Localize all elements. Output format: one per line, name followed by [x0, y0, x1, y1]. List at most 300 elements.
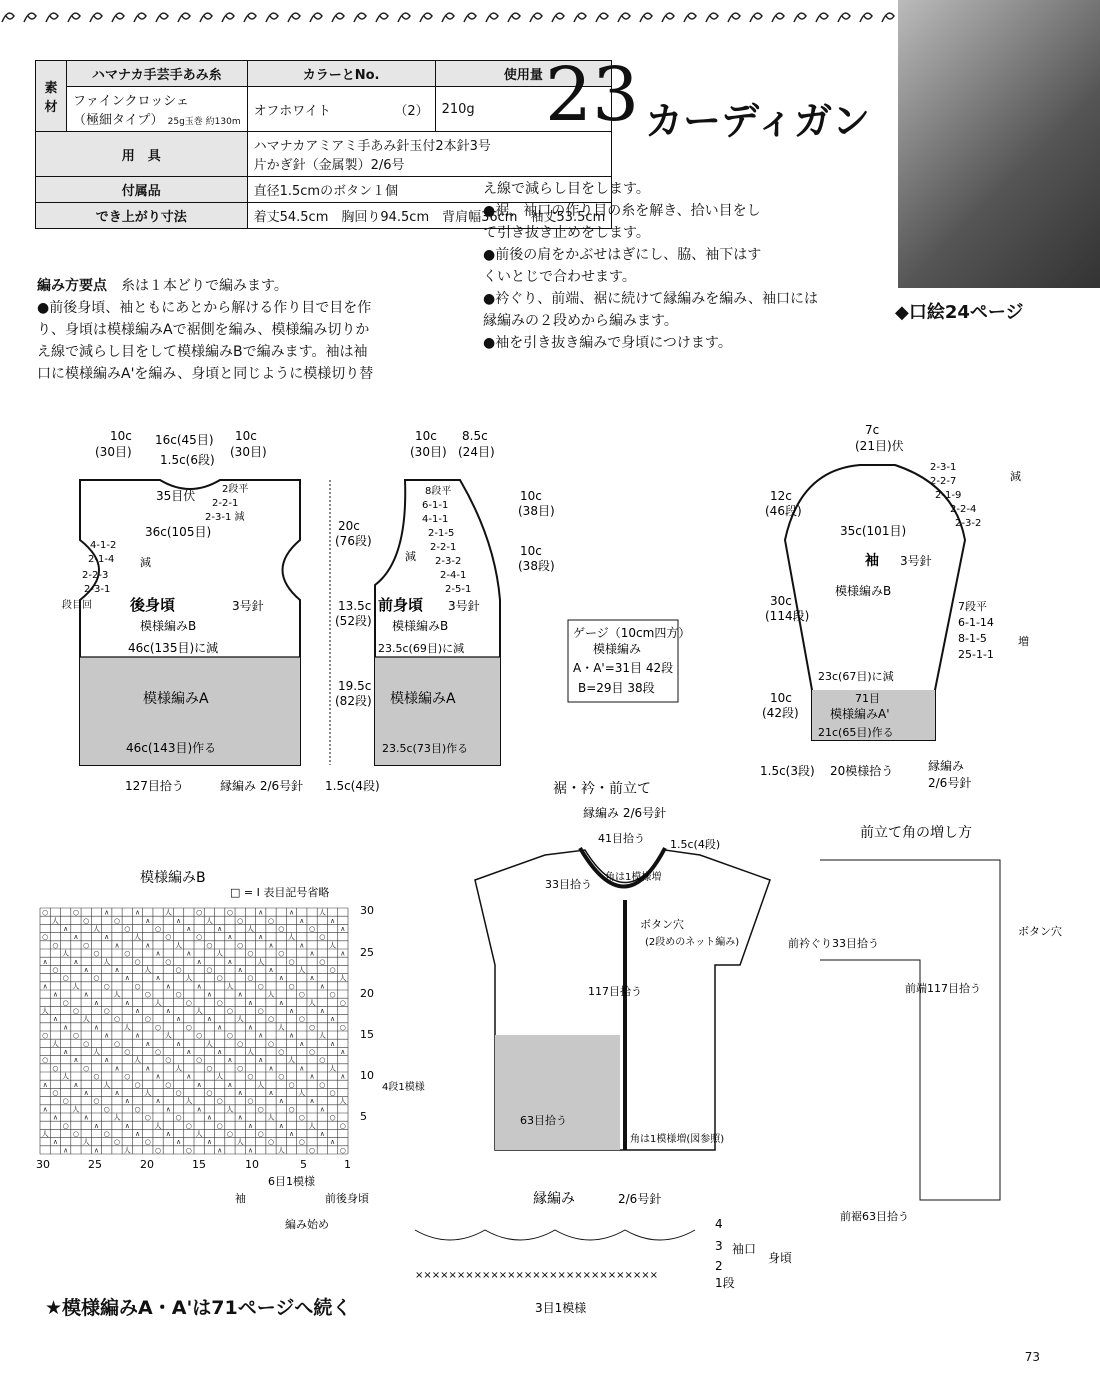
yarn-header: ハマナカ手芸手あみ糸 [67, 61, 248, 87]
h10b: 10c [520, 544, 542, 558]
svg-text:○: ○ [247, 949, 254, 958]
svg-text:人: 人 [195, 1006, 203, 1015]
edging-r3: 3 [715, 1239, 723, 1253]
svg-text:○: ○ [113, 1039, 121, 1048]
svg-text:○: ○ [257, 1105, 264, 1114]
svg-text:○: ○ [257, 982, 264, 991]
sleeve-inc2: 6-1-14 [958, 616, 994, 629]
svg-text:∧: ∧ [186, 1072, 192, 1081]
svg-text:人: 人 [51, 1039, 59, 1048]
instr-line: 口に模様編みA'を編み、身頃と同じように模様切り替 [37, 366, 374, 382]
svg-text:○: ○ [216, 974, 223, 983]
svg-text:∧: ∧ [288, 1129, 295, 1138]
col-label: 30 [36, 1158, 50, 1171]
svg-text:∧: ∧ [186, 924, 192, 933]
svg-text:∧: ∧ [217, 1047, 223, 1056]
svg-text:∧: ∧ [124, 1097, 130, 1106]
sleeve-s4: 2-2-4 [950, 504, 977, 515]
svg-text:○: ○ [165, 957, 172, 966]
svg-text:人: 人 [185, 1097, 193, 1106]
svg-text:∧: ∧ [165, 1129, 171, 1138]
svg-text:○: ○ [165, 1080, 172, 1089]
edging-diagram [415, 1191, 792, 1315]
svg-text:○: ○ [42, 908, 49, 917]
svg-text:∧: ∧ [165, 982, 171, 991]
svg-text:∧: ∧ [309, 1072, 315, 1081]
svg-text:∧: ∧ [278, 974, 284, 983]
svg-text:∧: ∧ [217, 924, 223, 933]
pattern-b-chart [36, 869, 425, 1231]
svg-text:∧: ∧ [237, 965, 243, 974]
svg-text:人: 人 [113, 1113, 121, 1122]
svg-text:人: 人 [62, 1072, 70, 1081]
assembly-h15: 1.5c(4段) [670, 838, 721, 851]
svg-text:○: ○ [309, 1146, 316, 1155]
front-cast: 23.5c(73目)作る [382, 742, 469, 755]
svg-text:∧: ∧ [124, 998, 130, 1007]
svg-text:∧: ∧ [206, 990, 212, 999]
back-mid: 16c(45目) [155, 433, 214, 447]
svg-text:○: ○ [278, 1047, 285, 1056]
svg-text:∧: ∧ [340, 949, 346, 958]
edging-title: 縁編み [533, 1191, 575, 1207]
svg-text:∧: ∧ [206, 1113, 212, 1122]
sleeve-bot: 1.5c(3段) [760, 764, 815, 778]
svg-text:○: ○ [257, 1006, 264, 1015]
front-f3: 4-1-1 [422, 514, 449, 525]
svg-text:○: ○ [329, 990, 336, 999]
svg-text:人: 人 [123, 1146, 131, 1155]
svg-text:∧: ∧ [42, 1105, 48, 1114]
svg-text:○: ○ [144, 1138, 151, 1147]
yarn-note: 25g玉巻 約130m [167, 117, 241, 127]
col-label: 10 [245, 1158, 259, 1171]
back-a3: 2-3-1 減 [205, 512, 245, 523]
sleeve-b: 模様編みB [835, 584, 892, 598]
svg-text:人: 人 [154, 998, 162, 1007]
svg-text:○: ○ [319, 957, 326, 966]
color-header: カラーとNo. [247, 61, 435, 87]
gauge-aa: A・A'=31目 42段 [573, 661, 674, 675]
assembly-sub: 縁編み 2/6号針 [583, 806, 667, 820]
col-label: 20 [140, 1158, 154, 1171]
svg-text:人: 人 [41, 1129, 49, 1138]
svg-text:∧: ∧ [73, 1056, 79, 1065]
svg-text:○: ○ [329, 965, 336, 974]
svg-text:∧: ∧ [93, 1023, 100, 1032]
back-cast: 46c(143目)作る [126, 741, 217, 755]
svg-text:○: ○ [72, 1031, 79, 1040]
assembly-f117: 117目拾う [588, 985, 642, 998]
svg-text:○: ○ [288, 957, 295, 966]
patternb-body: 前後身頃 [325, 1192, 369, 1205]
sleeve-needle: 3号針 [900, 554, 932, 568]
svg-text:∧: ∧ [288, 908, 295, 917]
svg-text:人: 人 [51, 916, 59, 925]
svg-text:人: 人 [257, 1080, 265, 1089]
svg-text:∧: ∧ [278, 1097, 284, 1106]
svg-text:○: ○ [216, 998, 223, 1007]
back-dec36: 36c(105目) [145, 525, 212, 539]
svg-text:∧: ∧ [268, 1064, 274, 1073]
h82: (82段) [335, 694, 372, 708]
h10a: 10c [520, 489, 542, 503]
svg-text:∧: ∧ [134, 908, 141, 917]
svg-text:人: 人 [277, 1023, 285, 1032]
svg-text:○: ○ [298, 990, 305, 999]
svg-text:∧: ∧ [155, 974, 161, 983]
svg-text:∧: ∧ [237, 1088, 243, 1097]
svg-text:○: ○ [309, 1047, 316, 1056]
svg-text:○: ○ [144, 990, 151, 999]
svg-text:人: 人 [267, 1113, 275, 1122]
svg-text:∧: ∧ [83, 965, 89, 974]
tools-label: 用 具 [36, 132, 248, 177]
svg-text:∧: ∧ [104, 908, 110, 917]
svg-text:∧: ∧ [176, 916, 182, 925]
back-pick: 127目拾う [125, 779, 184, 793]
svg-text:○: ○ [226, 1006, 233, 1015]
svg-text:○: ○ [134, 1105, 141, 1114]
svg-text:○: ○ [103, 1006, 110, 1015]
svg-text:∧: ∧ [52, 1113, 58, 1122]
back-edgeh: 1.5c(4段) [325, 779, 380, 793]
sleeve-cast: 21c(65目)作る [818, 726, 894, 739]
svg-text:○: ○ [175, 990, 182, 999]
svg-text:○: ○ [134, 1080, 141, 1089]
instr-line: え線で減らし目をします。 [483, 181, 650, 197]
svg-text:○: ○ [267, 916, 275, 925]
svg-text:○: ○ [113, 1138, 121, 1147]
svg-text:○: ○ [216, 1121, 223, 1130]
svg-text:人: 人 [308, 998, 316, 1007]
svg-text:∧: ∧ [114, 941, 120, 950]
svg-text:○: ○ [93, 974, 100, 983]
svg-text:∧: ∧ [114, 965, 120, 974]
svg-text:○: ○ [216, 1097, 223, 1106]
svg-text:○: ○ [113, 916, 121, 925]
svg-text:○: ○ [319, 1080, 326, 1089]
svg-text:○: ○ [113, 1015, 121, 1024]
front-needle: 3号針 [448, 599, 480, 613]
svg-text:∧: ∧ [330, 1015, 336, 1024]
svg-text:人: 人 [226, 1105, 234, 1114]
instructions-heading: 編み方要点 [37, 278, 107, 294]
h135: 13.5c [338, 599, 372, 613]
svg-text:∧: ∧ [299, 941, 305, 950]
svg-text:∧: ∧ [93, 1121, 100, 1130]
corner-front: 前端117目拾う [905, 982, 981, 995]
h195: 19.5c [338, 679, 372, 693]
svg-text:○: ○ [144, 1015, 151, 1024]
instr-line: 縁編みの２段めから編みます。 [483, 313, 678, 329]
sleeve-s5: 2-3-2 [955, 518, 982, 529]
edging-needle: 2/6号針 [618, 1192, 662, 1206]
svg-text:○: ○ [196, 1031, 203, 1040]
svg-text:人: 人 [236, 1015, 244, 1024]
svg-text:∧: ∧ [288, 1031, 295, 1040]
h76: (76段) [335, 534, 372, 548]
svg-text:人: 人 [164, 1031, 172, 1040]
svg-text:∧: ∧ [227, 1056, 233, 1065]
svg-text:人: 人 [288, 933, 296, 942]
svg-text:人: 人 [92, 924, 100, 933]
svg-text:∧: ∧ [247, 1146, 254, 1155]
accessory-cell: 直径1.5cmのボタン１個 [247, 177, 612, 203]
svg-text:○: ○ [62, 1097, 69, 1106]
svg-text:∧: ∧ [258, 908, 264, 917]
svg-text:人: 人 [103, 1080, 111, 1089]
svg-text:人: 人 [123, 1023, 131, 1032]
svg-text:○: ○ [309, 924, 316, 933]
front-f7: 2-4-1 [440, 570, 467, 581]
svg-text:人: 人 [216, 1072, 224, 1081]
assembly-corner2: 角は1模様増(図参照) [630, 1134, 725, 1145]
svg-text:∧: ∧ [319, 1105, 325, 1114]
svg-text:∧: ∧ [299, 1064, 305, 1073]
svg-text:人: 人 [288, 1056, 296, 1065]
svg-text:○: ○ [226, 1031, 233, 1040]
h38b: (38段) [518, 559, 555, 573]
svg-text:∧: ∧ [124, 1121, 130, 1130]
svg-text:∧: ∧ [247, 998, 254, 1007]
svg-text:○: ○ [165, 1056, 172, 1065]
svg-text:∧: ∧ [134, 1031, 141, 1040]
corner-title: 前立て角の増し方 [860, 825, 972, 841]
instr-line: ●袖を引き抜き編みで身頃につけます。 [483, 335, 732, 351]
corner-neck: 前衿ぐり33目拾う [788, 937, 879, 950]
back-a1: 2段平 [222, 484, 249, 495]
sleeve-h10: 10c [770, 691, 792, 705]
svg-text:∧: ∧ [52, 1015, 58, 1024]
back-a2: 2-2-1 [212, 498, 239, 509]
assembly-hem63: 63目拾う [520, 1114, 567, 1127]
sleeve-a: 模様編みA' [830, 707, 890, 721]
svg-text:○: ○ [267, 1138, 275, 1147]
back-w10: 10c [110, 429, 132, 443]
sleeve-inc1: 7段平 [958, 600, 987, 613]
svg-text:○: ○ [42, 1031, 49, 1040]
svg-text:○: ○ [247, 1072, 254, 1081]
front-f6: 2-3-2 [435, 556, 462, 567]
svg-text:○: ○ [288, 1105, 295, 1114]
svg-text:∧: ∧ [114, 1064, 120, 1073]
svg-text:∧: ∧ [309, 1097, 315, 1106]
reference-page: ◆口絵24ページ [895, 302, 1024, 323]
back-w30b: (30目) [230, 445, 267, 459]
svg-text:○: ○ [93, 949, 100, 958]
col-label: 1 [344, 1158, 351, 1171]
sleeve-h30: 30c [770, 594, 792, 608]
instr-line: ●衿ぐり、前端、裾に続けて縁編みを編み、袖口には [483, 291, 819, 307]
svg-text:人: 人 [92, 1047, 100, 1056]
svg-text:∧: ∧ [227, 957, 233, 966]
col-label: 5 [300, 1158, 307, 1171]
svg-text:人: 人 [72, 982, 80, 991]
svg-text:○: ○ [206, 941, 213, 950]
svg-text:人: 人 [185, 974, 193, 983]
h38a: (38目) [518, 504, 555, 518]
svg-text:∧: ∧ [227, 933, 233, 942]
footnote: ★模様編みA・A'は71ページへ続く [45, 1297, 352, 1319]
svg-text:○: ○ [165, 933, 172, 942]
back-neckrow: 1.5c(6段) [160, 453, 215, 467]
svg-text:人: 人 [257, 957, 265, 966]
front-f8: 2-5-1 [445, 584, 472, 595]
corner-hem: 前裾63目拾う [840, 1210, 909, 1223]
svg-text:人: 人 [103, 957, 111, 966]
svg-text:人: 人 [277, 1146, 285, 1155]
svg-text:人: 人 [41, 1006, 49, 1015]
svg-text:人: 人 [175, 1064, 183, 1073]
svg-text:○: ○ [309, 1023, 316, 1032]
patternb-legend: □ = Ⅰ 表目記号省略 [230, 886, 330, 899]
svg-text:○: ○ [155, 924, 162, 933]
svg-text:○: ○ [278, 924, 285, 933]
svg-text:∧: ∧ [258, 1056, 264, 1065]
back-name: 後身頃 [130, 596, 176, 614]
edging-cuff: 袖口 [732, 1242, 757, 1256]
instr-line: くいとじで合わせます。 [483, 269, 636, 285]
svg-text:∧: ∧ [155, 1097, 161, 1106]
row-label: 15 [360, 1028, 374, 1041]
back-gen: 減 [140, 556, 151, 569]
svg-text:○: ○ [42, 1056, 49, 1065]
svg-text:∧: ∧ [319, 982, 325, 991]
patternb-six: 6目1模様 [268, 1175, 315, 1188]
svg-text:∧: ∧ [206, 1138, 212, 1147]
svg-text:○: ○ [52, 1064, 59, 1073]
color-number: （2） [394, 103, 429, 119]
sleeve-h42: (42段) [762, 706, 799, 720]
front-f2: 6-1-1 [422, 500, 449, 511]
svg-text:∧: ∧ [155, 949, 161, 958]
svg-text:○: ○ [62, 1121, 69, 1130]
svg-text:○: ○ [103, 982, 110, 991]
svg-text:○: ○ [206, 965, 213, 974]
back-needle: 3号針 [232, 599, 264, 613]
svg-text:○: ○ [298, 1015, 305, 1024]
svg-text:○: ○ [339, 998, 346, 1007]
front-a: 模様編みA [390, 691, 456, 707]
front-dec: 23.5c(69目)に減 [378, 642, 465, 655]
sleeve-gen: 減 [1010, 470, 1021, 483]
sleeve-w35: 35c(101目) [840, 524, 907, 538]
sleeve-diagram [760, 423, 1029, 790]
svg-text:∧: ∧ [42, 957, 48, 966]
svg-text:∧: ∧ [176, 1039, 182, 1048]
svg-text:∧: ∧ [196, 1105, 202, 1114]
sleeve-edge2: 2/6号針 [928, 776, 972, 790]
svg-text:∧: ∧ [165, 1006, 171, 1015]
patternb-sleeve: 袖 [235, 1192, 246, 1205]
instr-line: ●裾、袖口の作り目の糸を解き、拾い目をし [483, 203, 761, 219]
accessory-label: 付属品 [36, 177, 248, 203]
sleeve-h12: 12c [770, 489, 792, 503]
svg-text:∧: ∧ [237, 990, 243, 999]
svg-text:○: ○ [72, 908, 79, 917]
svg-text:∧: ∧ [93, 1146, 100, 1155]
front-body-diagram [375, 429, 500, 765]
svg-text:人: 人 [113, 990, 121, 999]
svg-text:∧: ∧ [258, 1031, 264, 1040]
col-label: 15 [192, 1158, 206, 1171]
svg-text:人: 人 [195, 1129, 203, 1138]
svg-text:人: 人 [267, 990, 275, 999]
size-cell: 着丈54.5cm 胸回り94.5cm 背肩幅36cm 袖丈53.5cm [247, 203, 612, 229]
svg-text:人: 人 [82, 1015, 90, 1024]
svg-text:○: ○ [62, 974, 69, 983]
svg-text:∧: ∧ [145, 1039, 151, 1048]
sleeve-cast71: 71目 [855, 692, 880, 705]
svg-text:○: ○ [185, 1023, 192, 1032]
svg-text:∧: ∧ [83, 990, 89, 999]
svg-text:人: 人 [339, 1097, 347, 1106]
svg-text:∧: ∧ [73, 957, 79, 966]
svg-text:∧: ∧ [319, 1006, 325, 1015]
instr-line: え線で減らし目をして模様編みBで編みます。袖は袖 [37, 344, 368, 360]
svg-text:○: ○ [206, 1088, 213, 1097]
row-label: 20 [360, 987, 374, 1000]
svg-text:∧: ∧ [155, 1072, 161, 1081]
assembly-btn2: (2段めのネット編み) [645, 937, 740, 948]
gauge-box [568, 620, 690, 702]
svg-text:∧: ∧ [145, 916, 151, 925]
svg-text:人: 人 [164, 908, 172, 917]
svg-text:○: ○ [257, 1129, 264, 1138]
pattern-title: カーディガン [645, 99, 870, 143]
svg-text:○: ○ [134, 957, 141, 966]
svg-text:∧: ∧ [340, 1047, 346, 1056]
back-neck: 35目伏 [156, 489, 196, 503]
svg-text:∧: ∧ [42, 1080, 48, 1089]
svg-text:∧: ∧ [52, 1138, 58, 1147]
back-edge: 縁編み 2/6号針 [220, 779, 304, 793]
svg-text:○: ○ [278, 1072, 285, 1081]
svg-text:人: 人 [205, 916, 213, 925]
svg-text:人: 人 [62, 949, 70, 958]
svg-text:○: ○ [124, 1047, 131, 1056]
patternb-r4: 4段1模様 [382, 1082, 425, 1093]
svg-text:○: ○ [103, 1105, 110, 1114]
svg-text:○: ○ [42, 933, 49, 942]
back-body-diagram [62, 429, 380, 793]
svg-text:○: ○ [196, 933, 203, 942]
svg-text:人: 人 [308, 1121, 316, 1130]
assembly-n33: 33目拾う [545, 878, 592, 891]
svg-text:人: 人 [246, 924, 254, 933]
svg-text:○: ○ [72, 1006, 79, 1015]
svg-text:∧: ∧ [52, 990, 58, 999]
svg-text:∧: ∧ [309, 949, 315, 958]
sleeve-name: 袖 [865, 553, 879, 569]
svg-text:∧: ∧ [176, 1015, 182, 1024]
corner-diagram [788, 825, 1062, 1223]
svg-text:○: ○ [83, 916, 90, 925]
row-label: 5 [360, 1110, 367, 1123]
svg-text:人: 人 [246, 1047, 254, 1056]
svg-text:○: ○ [83, 1039, 90, 1048]
instr-line: ●前後の肩をかぶせはぎにし、脇、袖下はす [483, 247, 762, 263]
svg-text:○: ○ [185, 998, 192, 1007]
svg-text:人: 人 [216, 949, 224, 958]
svg-text:○: ○ [134, 982, 141, 991]
svg-text:∧: ∧ [268, 1088, 274, 1097]
front-w85: 8.5c [462, 429, 488, 443]
svg-text:○: ○ [339, 1023, 346, 1032]
svg-text:∧: ∧ [330, 1039, 336, 1048]
svg-text:人: 人 [339, 974, 347, 983]
